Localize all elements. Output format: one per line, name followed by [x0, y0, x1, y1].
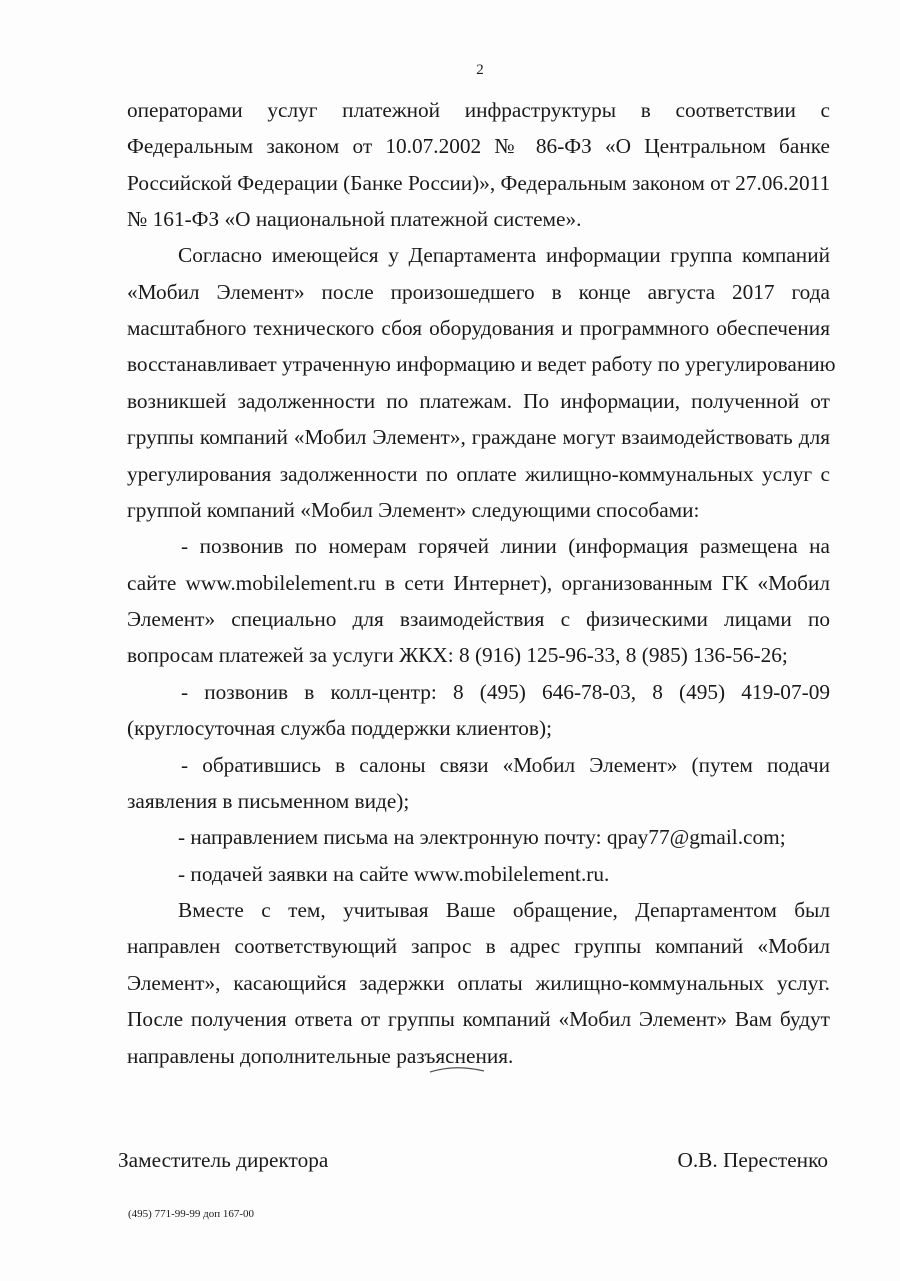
body-text-line: направлен соответствующий запрос в адрес группы компаний «Мобил: [127, 934, 830, 958]
list-item-line: - подачей заявки на сайте www.mobilelement.ru.: [178, 862, 610, 886]
body-text-line: № 161-ФЗ «О национальной платежной системе».: [127, 207, 582, 231]
list-item-line: сайте www.mobilelement.ru в сети Интернет), организованным ГК «Мобил: [127, 571, 830, 595]
body-text-line: Российской Федерации (Банке России)», Федеральным законом от 27.06.2011: [127, 171, 831, 195]
body-text-line: «Мобил Элемент» после произошедшего в конце августа 2017 года: [127, 280, 830, 304]
body-text-line: группы компаний «Мобил Элемент», граждане могут взаимодействовать для: [127, 425, 830, 449]
list-item-line: (круглосуточная служба поддержки клиентов);: [127, 716, 552, 740]
page-number: 2: [476, 62, 484, 78]
signatory-title: Заместитель директора: [118, 1148, 329, 1172]
body-text-line: Согласно имеющейся у Департамента информации группа компаний: [178, 243, 830, 267]
list-item-line: - обратившись в салоны связи «Мобил Элемент» (путем подачи: [181, 753, 830, 777]
body-text-line: Федеральным законом от 10.07.2002 № 86-ФЗ «О Центральном банке: [127, 134, 830, 158]
scan-mark: [428, 1062, 488, 1076]
list-item-line: заявления в письменном виде);: [127, 789, 410, 813]
list-item-line: - позвонив по номерам горячей линии (информация размещена на: [181, 534, 830, 558]
body-text-line: После получения ответа от группы компаний «Мобил Элемент» Вам будут: [127, 1007, 830, 1031]
list-item-line: вопросам платежей за услуги ЖКХ: 8 (916) 125-96-33, 8 (985) 136-56-26;: [127, 643, 788, 667]
body-text-line: урегулирования задолженности по оплате жилищно-коммунальных услуг с: [127, 462, 830, 486]
body-text-line: Вместе с тем, учитывая Ваше обращение, Департаментом был: [178, 898, 830, 922]
body-text-line: группой компаний «Мобил Элемент» следующими способами:: [127, 498, 700, 522]
body-text-line: Элемент», касающийся задержки оплаты жилищно-коммунальных услуг.: [127, 971, 830, 995]
body-text-line: операторами услуг платежной инфраструктуры в соответствии с: [127, 98, 830, 122]
body-text-line: масштабного технического сбоя оборудования и программного обеспечения: [127, 316, 830, 340]
body-text-line: направлены дополнительные разъяснения.: [127, 1044, 514, 1068]
list-item-line: Элемент» специально для взаимодействия с физическими лицами по: [127, 607, 830, 631]
list-item-line: - направлением письма на электронную почту: qpay77@gmail.com;: [178, 825, 786, 849]
body-text-line: восстанавливает утраченную информацию и ведет работу по урегулированию: [127, 352, 836, 376]
body-text-line: возникшей задолженности по платежам. По информации, полученной от: [127, 389, 830, 413]
signatory-name: О.В. Перестенко: [677, 1148, 828, 1172]
executor-phone: (495) 771-99-99 доп 167-00: [128, 1208, 255, 1220]
list-item-line: - позвонив в колл-центр: 8 (495) 646-78-03, 8 (495) 419-07-09: [181, 680, 830, 704]
